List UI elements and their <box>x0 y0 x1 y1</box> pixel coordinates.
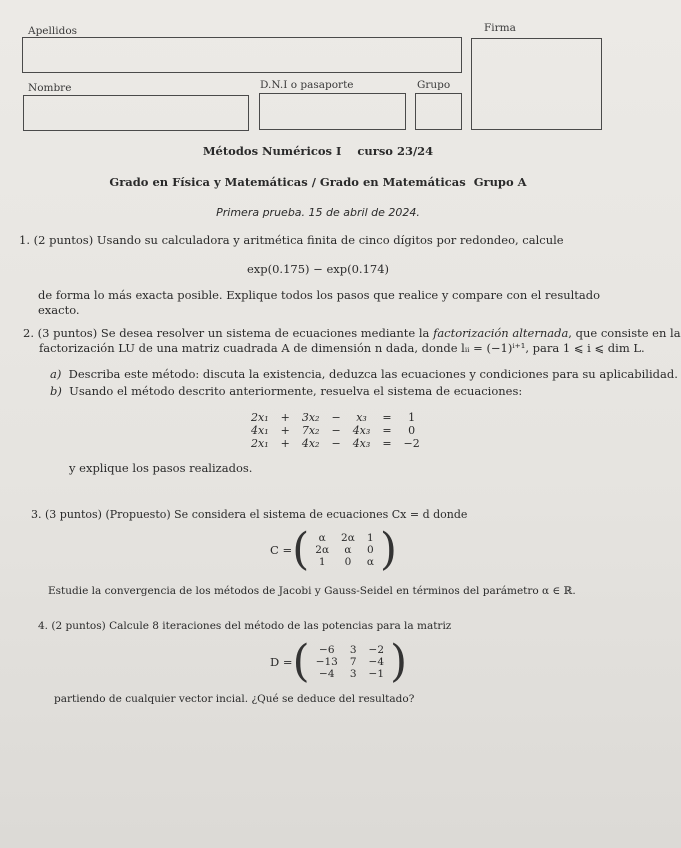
left-paren-icon: ( <box>292 524 310 575</box>
q2-line2: factorización LU de una matriz cuadrada A de dimensión n dada, donde lᵢᵢ = (−1)ⁱ⁺¹, para 1 ⩽ i ⩽ dim L. <box>39 341 645 355</box>
q2-emphasis: factorización alternada <box>433 326 569 340</box>
course-title <box>0 144 636 159</box>
matrix-d-row <box>310 644 390 656</box>
firma-field[interactable] <box>471 38 602 130</box>
equation-cell: − <box>331 411 341 424</box>
dni-field[interactable] <box>259 93 406 130</box>
equation-cell: 1 <box>408 411 416 424</box>
equation-row <box>245 411 426 424</box>
equation-row <box>245 437 426 450</box>
matrix-c <box>309 532 380 568</box>
equation-cell: = <box>382 424 392 437</box>
matrix-c-cell: 0 <box>344 556 352 568</box>
matrix-c-row <box>309 556 380 568</box>
course-name: Métodos Numéricos I <box>202 144 342 158</box>
grupo-field[interactable] <box>415 93 462 130</box>
nombre-field[interactable] <box>23 95 249 131</box>
matrix-c-cell: α <box>366 556 374 568</box>
equation-cell: + <box>280 437 290 450</box>
equation-cell: = <box>382 437 392 450</box>
matrix-c-cell: 2α <box>315 544 330 556</box>
matrix-c-cell: 1 <box>367 532 374 544</box>
equation-cell: 7x₂ <box>301 424 320 437</box>
q1-formula: exp(0.175) − exp(0.174) <box>246 262 390 276</box>
course-year: curso 23/24 <box>357 144 434 158</box>
equation-cell: + <box>280 424 290 437</box>
equation-cell: − <box>331 437 341 450</box>
q2-b-mark: b) <box>50 384 62 398</box>
matrix-d-cell: −4 <box>319 668 335 680</box>
equation-cell: 3x₂ <box>301 411 320 424</box>
matrix-c-cell: 1 <box>318 556 326 568</box>
degree-line <box>0 175 636 190</box>
matrix-c-row <box>309 544 380 556</box>
equation-cell: 2x₁ <box>251 411 269 424</box>
q2-line1c: , que consiste en la <box>568 326 681 340</box>
equation-cell: 4x₁ <box>251 424 269 437</box>
q2-line1a: 2. (3 puntos) Se desea resolver un sistema de ecuaciones mediante la <box>23 326 434 340</box>
matrix-d-row <box>310 656 390 668</box>
q2-system <box>245 411 426 450</box>
equation-cell: −2 <box>403 437 420 450</box>
q4-intro: 4. (2 puntos) Calcule 8 iteraciones del método de las potencias para la matriz <box>38 620 452 632</box>
right-paren-icon: ) <box>379 524 398 575</box>
q3-lhs: C = <box>270 542 293 557</box>
equation-cell: x₃ <box>356 411 367 424</box>
q3-intro: 3. (3 puntos) (Propuesto) Se considera el sistema de ecuaciones Cx = d donde <box>31 508 468 521</box>
equation-cell: = <box>382 411 392 424</box>
q4-text: partiendo de cualquier vector incial. ¿Qué se deduce del resultado? <box>54 693 415 705</box>
q4-matrix-block <box>270 636 408 687</box>
matrix-d-cell: −6 <box>319 644 335 656</box>
matrix-d-cell: 3 <box>349 668 357 680</box>
q4-lhs: D = <box>270 654 293 669</box>
equation-cell: − <box>331 424 341 437</box>
q2-a <box>50 367 678 382</box>
right-paren-icon: ) <box>390 636 408 687</box>
matrix-c-cell: α <box>344 544 352 556</box>
equation-row <box>245 424 426 437</box>
q3-text: Estudie la convergencia de los métodos de Jacobi y Gauss-Seidel en términos del parámetro α ∈ ℝ. <box>48 585 576 597</box>
dni-label: D.N.I o pasaporte <box>260 79 354 91</box>
q2-b-text: Usando el método descrito anteriormente, resuelva el sistema de ecuaciones: <box>69 384 523 398</box>
q2-a-mark: a) <box>50 367 62 381</box>
degrees: Grado en Física y Matemáticas / Grado en Matemáticas <box>109 175 466 189</box>
firma-label: Firma <box>484 22 516 34</box>
equation-cell: 4x₃ <box>352 437 371 450</box>
q1-intro: 1. (2 puntos) Usando su calculadora y aritmética finita de cinco dígitos por redondeo, calcule <box>19 233 564 247</box>
matrix-d-cell: −1 <box>368 668 385 680</box>
equation-cell: 0 <box>408 424 416 437</box>
matrix-d-cell: −13 <box>315 656 338 668</box>
nombre-label: Nombre <box>28 82 72 94</box>
group: Grupo A <box>473 175 527 189</box>
matrix-d-cell: −4 <box>368 656 385 668</box>
q3-matrix-block <box>270 524 398 575</box>
q2-after: y explique los pasos realizados. <box>69 461 253 475</box>
matrix-c-cell: 2α <box>341 532 355 544</box>
q1-text: de forma lo más exacta posible. Explique todos los pasos que realice y compare con el resultado exacto. <box>38 288 601 317</box>
apellidos-label: Apellidos <box>28 25 78 37</box>
left-paren-icon: ( <box>292 636 310 687</box>
grupo-label: Grupo <box>417 79 451 91</box>
matrix-d <box>310 644 390 680</box>
matrix-d-row <box>310 668 390 680</box>
q2-line1 <box>23 326 681 341</box>
matrix-c-cell: 0 <box>367 544 374 556</box>
equation-cell: 4x₃ <box>352 424 371 437</box>
matrix-c-row <box>309 532 380 544</box>
exam-date: Primera prueba. 15 de abril de 2024. <box>216 206 420 219</box>
q2-b <box>50 384 630 399</box>
apellidos-field[interactable] <box>22 37 462 73</box>
equation-system <box>245 411 426 450</box>
equation-cell: + <box>280 411 290 424</box>
matrix-d-cell: 3 <box>349 644 357 656</box>
matrix-d-cell: −2 <box>368 644 385 656</box>
equation-cell: 4x₂ <box>301 437 320 450</box>
q2-a-text: Describa este método: discuta la existencia, deduzca las ecuaciones y condiciones para su aplicabilidad. <box>68 367 678 381</box>
equation-cell: 2x₁ <box>251 437 269 450</box>
matrix-c-cell: α <box>318 532 326 544</box>
matrix-d-cell: 7 <box>349 656 357 668</box>
